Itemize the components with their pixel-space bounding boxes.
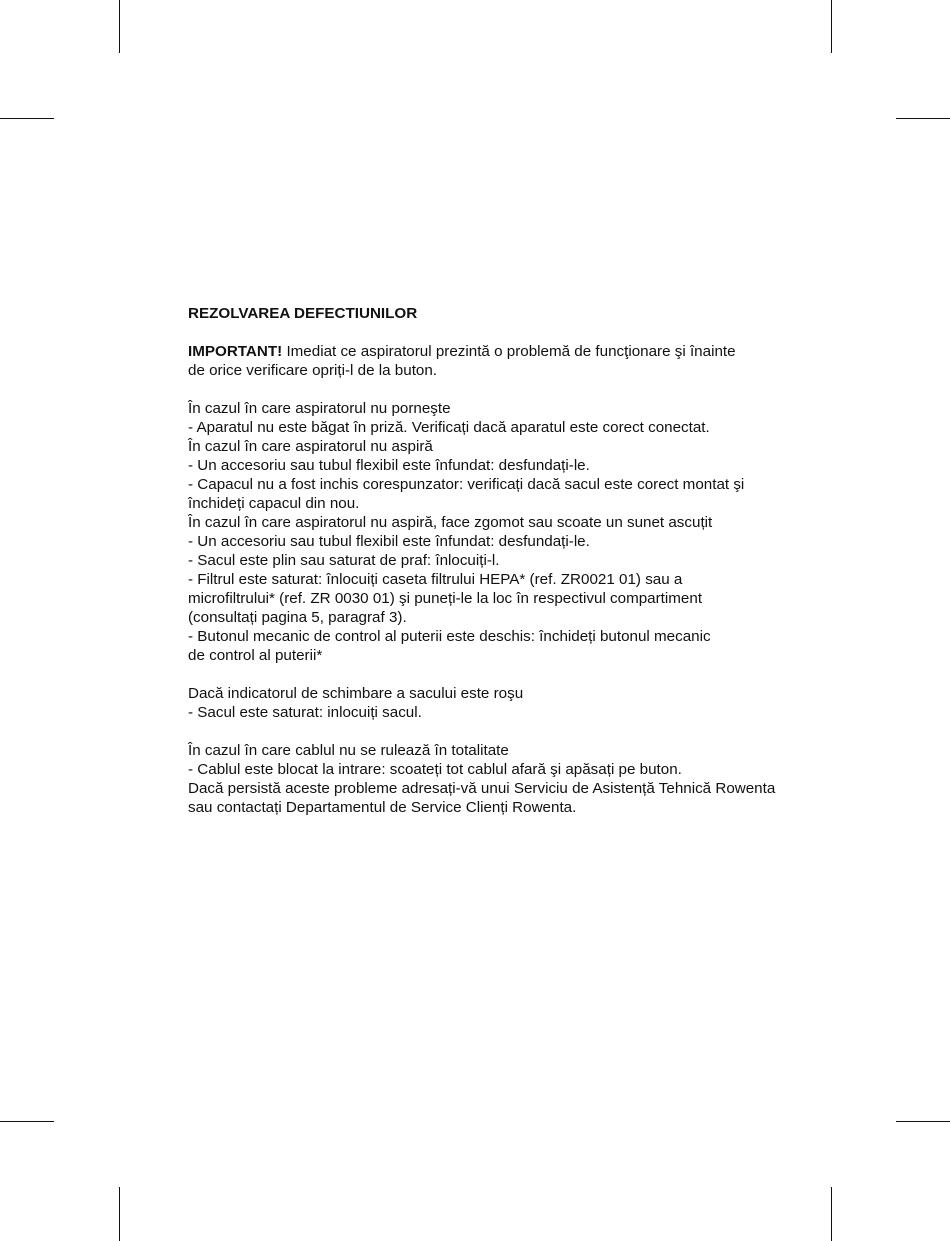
document-body bbox=[188, 304, 788, 817]
important-text: Imediat ce aspiratorul prezintă o problemă de funcţionare şi înainte de orice verificare opriți-l de la buton. bbox=[188, 343, 736, 379]
item-filter-saturated: - Filtrul este saturat: înlocuiți caseta filtrului HEPA* (ref. ZR0021 01) sau a microfiltrului* (ref. ZR 0030 01) şi puneți-le la loc în respectivul compartiment (consultați pagina 5, paragraf 3). bbox=[188, 571, 703, 626]
important-paragraph bbox=[188, 342, 748, 380]
contact-service-text: Dacă persistă aceste probleme adresați-vă unui Serviciu de Asistență Tehnică Rowenta sau contactați Departamentul de Service Clienți Rowenta. bbox=[188, 780, 776, 816]
crop-mark-bottom-left bbox=[119, 1187, 120, 1241]
heading-cable: În cazul în care cablul nu se rulează în totalitate bbox=[188, 742, 509, 759]
crop-mark-left-top bbox=[0, 118, 54, 119]
heading-noise: În cazul în care aspiratorul nu aspiră, face zgomot sau scoate un sunet ascuțit bbox=[188, 514, 713, 531]
crop-mark-right-top bbox=[896, 118, 950, 119]
heading-bag-indicator: Dacă indicatorul de schimbare a sacului este roşu bbox=[188, 685, 524, 702]
crop-mark-left-bottom bbox=[0, 1121, 54, 1122]
crop-mark-top-left bbox=[119, 0, 120, 53]
item-clogged-accessory-2: - Un accesoriu sau tubul flexibil este înfundat: desfundați-le. bbox=[188, 533, 590, 550]
spacer bbox=[188, 665, 788, 684]
item-power-control: - Butonul mecanic de control al puterii este deschis: închideți butonul mecanic de control al puterii* bbox=[188, 628, 711, 664]
heading-not-starting: În cazul în care aspiratorul nu porneşte bbox=[188, 400, 451, 417]
item-clogged-accessory: - Un accesoriu sau tubul flexibil este înfundat: desfundați-le. bbox=[188, 457, 590, 474]
section-title: REZOLVAREA DEFECTIUNILOR bbox=[188, 305, 418, 322]
important-label: IMPORTANT! bbox=[188, 343, 283, 360]
bag-indicator-section bbox=[188, 684, 788, 722]
item-bag-saturated: - Sacul este saturat: inlocuiți sacul. bbox=[188, 704, 422, 721]
item-not-plugged: - Aparatul nu este băgat în priză. Verificați dacă aparatul este corect conectat. bbox=[188, 419, 710, 436]
item-lid-not-closed: - Capacul nu a fost inchis corespunzator: verificați dacă sacul este corect montat şi închideți capacul din nou. bbox=[188, 476, 745, 512]
crop-mark-top-right bbox=[831, 0, 832, 53]
item-bag-full: - Sacul este plin sau saturat de praf: înlocuiți-l. bbox=[188, 552, 500, 569]
troubleshooting-list bbox=[188, 399, 788, 665]
spacer bbox=[188, 722, 788, 741]
spacer bbox=[188, 380, 788, 399]
crop-mark-right-bottom bbox=[896, 1121, 950, 1122]
item-cable-blocked: - Cablul este blocat la intrare: scoateți tot cablul afară şi apăsați pe buton. bbox=[188, 761, 682, 778]
crop-mark-bottom-right bbox=[831, 1187, 832, 1241]
heading-no-suction: În cazul în care aspiratorul nu aspiră bbox=[188, 438, 433, 455]
cable-section bbox=[188, 741, 788, 817]
